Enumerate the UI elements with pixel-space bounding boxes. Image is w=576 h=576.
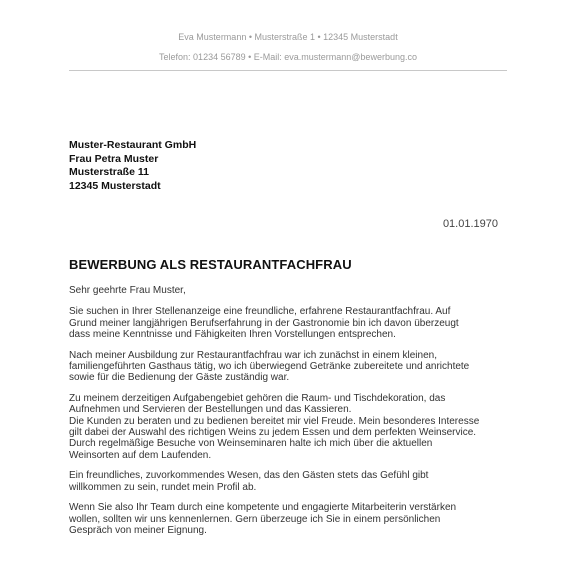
body-line: Weinsorten auf dem Laufenden. <box>69 449 212 461</box>
body-line: willkommen zu sein, rundet mein Profil ab. <box>69 481 257 493</box>
body-line: Ein freundliches, zuvorkommendes Wesen, das den Gästen stets das Gefühl gibt <box>69 470 429 482</box>
body-line: familiengeführten Gasthaus tätig, wo ich überwiegend Getränke zubereitete und anrichtete <box>69 361 470 373</box>
body-paragraph <box>69 416 519 462</box>
recipient-address <box>69 139 196 193</box>
body-line: Die Kunden zu beraten und zu bedienen bereitet mir viel Freude. Mein besonderes Interesse <box>69 415 480 427</box>
recipient-city: 12345 Musterstadt <box>69 179 161 192</box>
body-line: Sie suchen in Ihrer Stellenanzeige eine freundliche, erfahrene Restaurantfachfrau. Auf <box>69 306 451 318</box>
body-line: Gespräch von meiner Eignung. <box>69 524 207 536</box>
body-line: Grund meiner langjährigen Berufserfahrung in der Gastronomie bin ich davon überzeugt <box>69 317 459 329</box>
header-divider <box>69 70 507 71</box>
body-line: Wenn Sie also Ihr Team durch eine kompetente und engagierte Mitarbeiterin verstärken <box>69 502 457 514</box>
body-paragraph <box>69 470 519 493</box>
body-paragraph <box>69 502 519 536</box>
body-line: Nach meiner Ausbildung zur Restaurantfachfrau war ich zunächst in einem kleinen, <box>69 349 437 361</box>
recipient-contact: Frau Petra Muster <box>69 152 159 165</box>
letter-date: 01.01.1970 <box>442 218 498 230</box>
body-line: dass meine Kenntnisse und Fähigkeiten Ihren Vorstellungen entsprechen. <box>69 329 396 341</box>
body-line: wollen, sollten wir uns kennenlernen. Gern überzeuge ich Sie in einem persönlichen <box>69 513 441 525</box>
body-line: Durch regelmäßige Besuche von Weinseminaren halte ich mich über die aktuellen <box>69 438 433 450</box>
body-paragraph <box>69 350 519 384</box>
sender-address: Eva Mustermann • Musterstraße 1 • 12345 Musterstadt <box>178 32 398 42</box>
letter-subject: BEWERBUNG ALS RESTAURANTFACHFRAU <box>69 257 352 272</box>
body-paragraph <box>69 306 519 340</box>
letter-body <box>69 285 519 545</box>
salutation: Sehr geehrte Frau Muster, <box>69 285 186 296</box>
body-line: Aufnehmen und Servieren der Bestellungen und das Kassieren. <box>69 404 352 416</box>
recipient-street: Musterstraße 11 <box>69 166 149 178</box>
body-line: gilt dabei der Auswahl des richtigen Weins zu jedem Essen und dem perfekten Weinservice. <box>69 427 477 439</box>
recipient-company: Muster-Restaurant GmbH <box>69 139 197 151</box>
body-paragraph <box>69 393 519 416</box>
sender-contact: Telefon: 01234 56789 • E-Mail: eva.mustermann@bewerbung.co <box>159 52 417 62</box>
body-line: sowie für die Bedienung der Gäste zuständig war. <box>69 372 290 384</box>
body-line: Zu meinem derzeitigen Aufgabengebiet gehören die Raum- und Tischdekoration, das <box>69 392 446 404</box>
